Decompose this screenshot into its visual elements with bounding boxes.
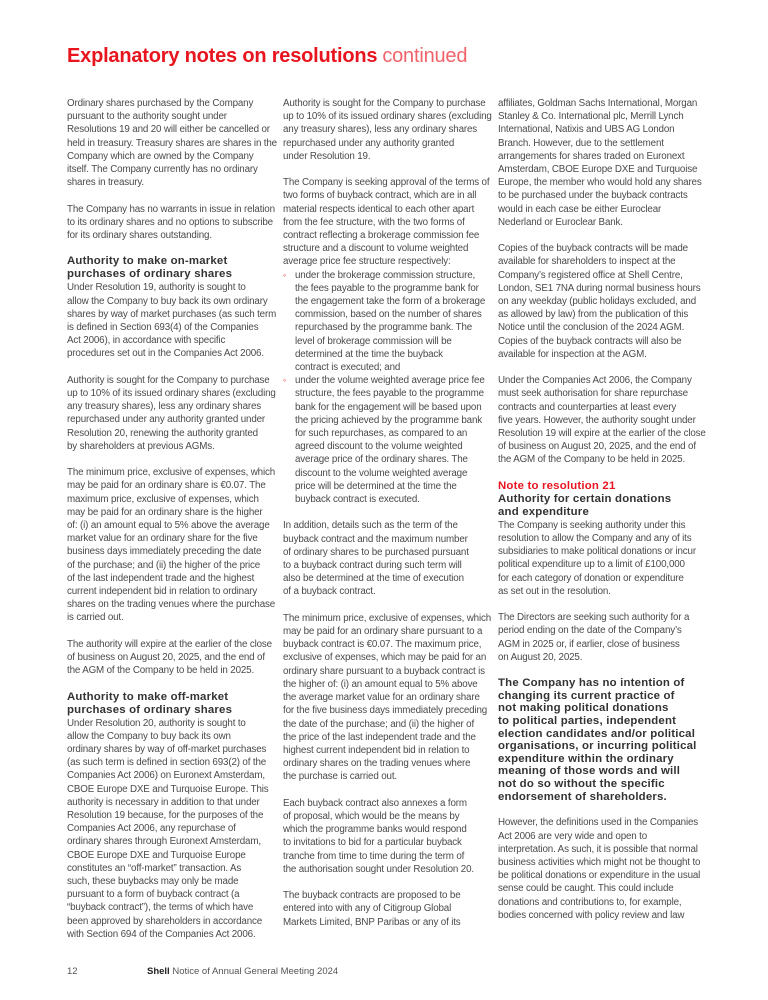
paragraph: The Company is seeking approval of the terms of two forms of buyback contract, which are in all material respects identical to each other apart from the fee structure, with the two forms of contract reflecting a brokerage commission fee structure and a discount to volume weighted average price fee structure respectively:: [283, 177, 490, 268]
note-heading: Note to resolution 21: [498, 479, 616, 492]
footer-document-title: [147, 966, 338, 977]
footer-brand: Shell: [147, 966, 170, 977]
paragraph: Under Resolution 20, authority is sought to allow the Company to buy back its own ordinary shares by way of off-market purchases (as such term is defined in section 693(2) of the Companies Act 2006) on Euronext Amsterdam, CBOE Europe DXE and Turquoise Europe. This authority is necessary in addition to that under Resolution 19 because, for the purposes of the Companies Act 2006, any repurchase of ordinary shares through Euronext Amsterdam, CBOE Europe DXE and Turquoise Europe constitutes an “off-market” transaction. As such, these buybacks may only be made pursuant to a form of buyback contract (a “buyback contract”), the terms of which have been approved by shareholders in accordance with Section 694 of the Companies Act 2006.: [67, 717, 269, 940]
paragraph: The buyback contracts are proposed to be entered into with any of Citigroup Global Markets Limited, BNP Paribas or any of its: [283, 890, 461, 928]
bold-statement: The Company has no intention of changing its current practice of not making political donations to political parties, independent election candidates and/or political organisations, or incurring political expenditure within the ordinary meaning of those words and will not do so without the specific endorsement of shareholders.: [498, 677, 697, 803]
paragraph: The Company is seeking authority under this resolution to allow the Company and any of its subsidiaries to make political donations or incur political expenditure up to a limit of £100,000 for each category of donation or expenditure as set out in the resolution.: [498, 519, 696, 597]
page-title-main: Explanatory notes on resolutions: [67, 45, 378, 67]
paragraph: Authority is sought for the Company to purchase up to 10% of its issued ordinary shares (excluding any treasury shares), less any ordinary shares repurchased under any authority granted under Resolution 19.: [283, 98, 492, 162]
paragraph: The Directors are seeking such authority for a period ending on the date of the Company’s AGM in 2025 or, if earlier, close of business on August 20, 2025.: [498, 612, 690, 663]
bullet-item: [283, 374, 493, 506]
paragraph: Under the Companies Act 2006, the Company must seek authorisation for share repurchase contracts and counterparties at least every five years. However, the authority sought under Resolution 19 will expire at the earlier of the close of business on August 20, 2025, and the end of the AGM of the Company to be held in 2025.: [498, 375, 706, 466]
text-column-2: [283, 97, 493, 942]
paragraph: The Company has no warrants in issue in relation to its ordinary shares and no options to subscribe for its ordinary shares outstanding.: [67, 203, 275, 242]
paragraph: Ordinary shares purchased by the Company pursuant to the authority sought under Resolutions 19 and 20 will either be cancelled or held in treasury. Treasury shares are shares in the Company which are owned by the Company itself. The Company currently has no ordinary shares in treasury.: [67, 98, 277, 189]
paragraph: The minimum price, exclusive of expenses, which may be paid for an ordinary share pursuant to a buyback contract is €0.07. The maximum price, exclusive of expenses, which may be paid for an ordinary share pursuant to a buyback contract is the higher of: (i) an amount equal to 5% above the average market value for an ordinary share for the five business days immediately preceding the date of the purchase; and (ii) the higher of the price of the last independent trade and the highest current independent bid in relation to ordinary shares on the trading venues where the purchase is carried out.: [283, 612, 492, 783]
section-heading: Authority for certain donations and expenditure: [498, 492, 672, 518]
paragraph: The authority will expire at the earlier of the close of business on August 20, 2025, and the end of the AGM of the Company to be held in 2025.: [67, 638, 272, 677]
footer-doc-title: Notice of Annual General Meeting 2024: [172, 966, 339, 977]
section-heading: Authority to make off-market purchases of ordinary shares: [67, 690, 233, 716]
paragraph: Under Resolution 19, authority is sought to allow the Company to buy back its own ordinary shares by way of market purchases (as such term is defined in Section 693(4) of the Companies Act 2006), in accordance with specific procedures set out in the Companies Act 2006.: [67, 282, 277, 360]
page-title-suffix: continued: [382, 45, 468, 67]
paragraph: However, the definitions used in the Companies Act 2006 are very wide and open to interpretation. As such, it is possible that normal business activities which might not be thought to be political donations or expenditure in the usual sense could be caught. This could include donations and contributions to, for example, bodies concerned with policy review and law: [498, 817, 701, 921]
page-number: 12: [67, 966, 78, 977]
bullet-item: [283, 269, 493, 375]
page-title: [67, 45, 467, 68]
text-column-1: [67, 97, 277, 954]
paragraph: The minimum price, exclusive of expenses, which may be paid for an ordinary share is €0.07. The maximum price, exclusive of expenses, which may be paid for an ordinary share is the higher of: (i) an amount equal to 5% above the average market value for an ordinary share for the five business days immediately preceding the date of the purchase; and (ii) the higher of the price of the last independent trade and the highest current independent bid in relation to ordinary shares on the trading venues where the purchase is carried out.: [67, 467, 276, 624]
paragraph: Copies of the buyback contracts will be made available for shareholders to inspect at the Company’s registered office at Shell Centre, London, SE1 7NA during normal business hours on any weekday (public holidays excluded, and as allowed by law) from the publication of this Notice until the conclusion of the 2024 AGM. Copies of the buyback contracts will also be available for inspection at the AGM.: [498, 243, 701, 360]
bullet-circle-icon: ◦: [283, 375, 287, 386]
paragraph: Each buyback contract also annexes a form of proposal, which would be the means by which the programme banks would respond to invitations to bid for a particular buyback tranche from time to time during the term of the authorisation sought under Resolution 20.: [283, 797, 474, 875]
bullet-circle-icon: ◦: [283, 269, 287, 280]
section-heading: Authority to make on-market purchases of ordinary shares: [67, 255, 233, 281]
paragraph: Authority is sought for the Company to purchase up to 10% of its issued ordinary shares (excluding any treasury shares), less any ordinary shares repurchased under any authority granted under Resolution 20, renewing the authority granted by shareholders at previous AGMs.: [67, 374, 276, 452]
bullet-text: under the brokerage commission structure, the fees payable to the programme bank for the engagement take the form of a brokerage commission, based on the number of shares repurchased by the programme bank. The level of brokerage commission will be determined at the time the buyback contract is executed; and: [295, 269, 486, 374]
bullet-text: under the volume weighted average price fee structure, the fees payable to the programme bank for the engagement will be based upon the pricing achieved by the programme bank for such repurchases, as compared to an agreed discount to the volume weighted average price of the ordinary shares. The discount to the volume weighted average price will be determined at the time the buyback contract is executed.: [295, 375, 485, 506]
text-column-3: [498, 97, 708, 935]
paragraph: In addition, details such as the term of the buyback contract and the maximum number of ordinary shares to be purchased pursuant to a buyback contract during such term will also be determined at the time of execution of a buyback contract.: [283, 520, 469, 598]
paragraph: affiliates, Goldman Sachs International, Morgan Stanley & Co. International plc, Merrill Lynch International, Natixis and UBS AG London Branch. However, due to the settlement arrangements for shares traded on Euronext Amsterdam, CBOE Europe DXE and Turquoise Europe, the member who would hold any shares to be purchased under the buyback contracts would in each case be either Euroclear Nederland or Euroclear Bank.: [498, 98, 702, 228]
